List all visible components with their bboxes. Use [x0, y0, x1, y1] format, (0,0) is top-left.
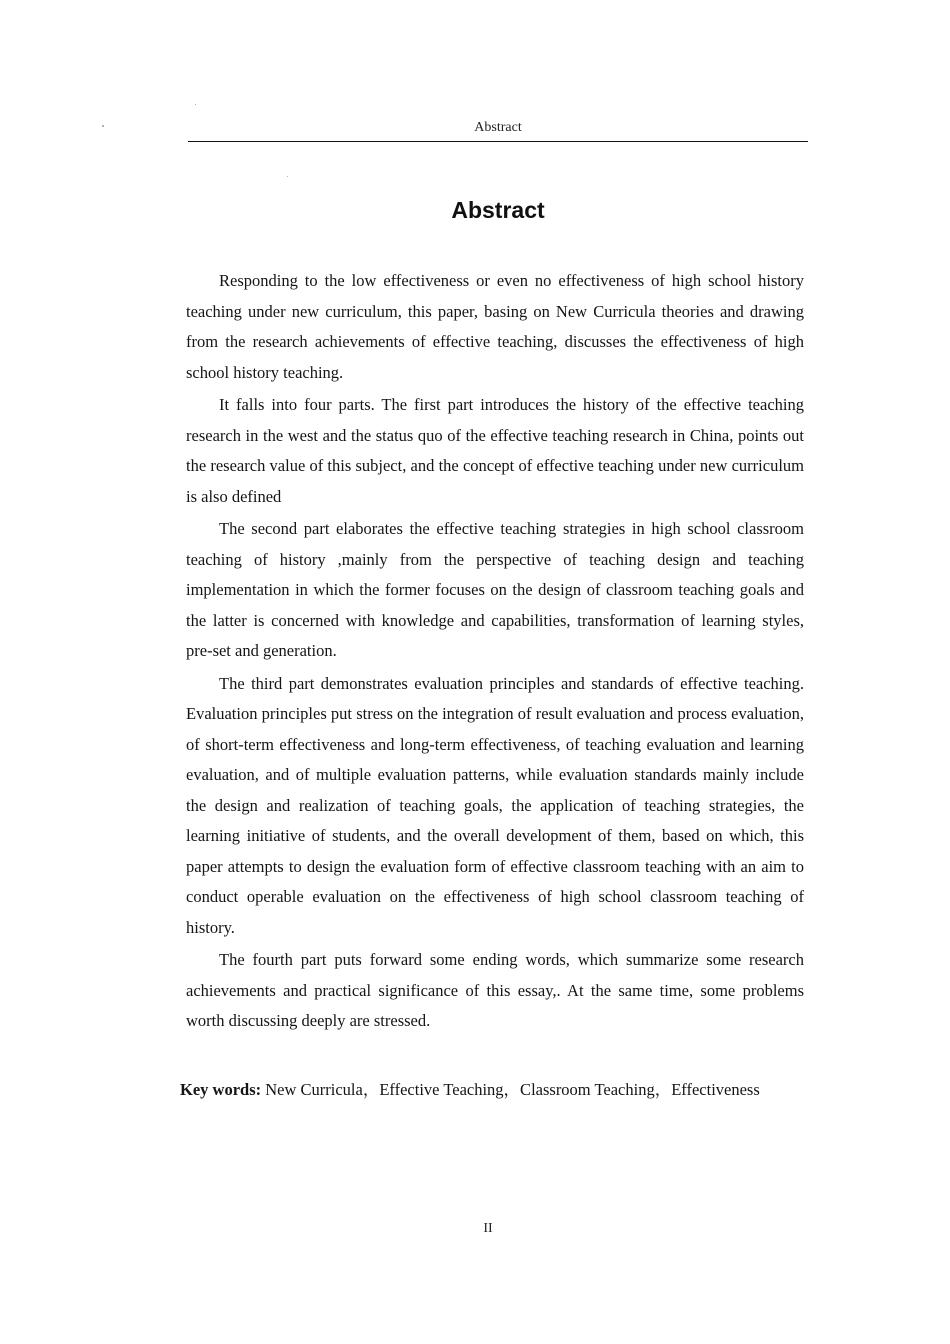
page-number: II	[483, 1221, 493, 1236]
running-header: Abstract	[474, 120, 522, 135]
scan-speck	[102, 125, 104, 127]
scan-speck	[287, 176, 288, 177]
keywords-text: New Curricula，Effective Teaching，Classroom Teaching，Effectiveness	[265, 1080, 760, 1099]
scan-speck	[195, 104, 196, 105]
abstract-paragraph: Responding to the low effectiveness or even no effectiveness of high school history teaching under new curriculum, this paper, basing on New Curricula theories and drawing from the research achievements of effective teaching, discusses the effectiveness of high school history teaching.	[186, 271, 804, 382]
abstract-paragraph: The fourth part puts forward some ending words, which summarize some research achievements and practical significance of this essay,. At the same time, some problems worth discussing deeply are stressed.	[186, 950, 804, 1030]
keywords-line	[180, 1076, 820, 1100]
abstract-paragraph: The third part demonstrates evaluation principles and standards of effective teaching. Evaluation principles put stress on the integration of result evaluation and process evaluation, of short-term effectiveness and long-term effectiveness, of teaching evaluation and learning evaluation, and of multiple evaluation patterns, while evaluation standards mainly include the design and realization of teaching goals, the application of teaching strategies, the learning initiative of students, and the overall development of them, based on which, this paper attempts to design the evaluation form of effective classroom teaching with an aim to conduct operable evaluation on the effectiveness of high school classroom teaching of history.	[186, 673, 804, 937]
keywords-label: Key words:	[180, 1080, 262, 1099]
abstract-paragraph: It falls into four parts. The first part introduces the history of the effective teaching research in the west and the status quo of the effective teaching research in China, points out the research value of this subject, and the concept of effective teaching under new curriculum is also defined	[186, 395, 804, 506]
abstract-body	[186, 266, 804, 1037]
abstract-paragraph: The second part elaborates the effective teaching strategies in high school classroom teaching of history ,mainly from the perspective of teaching design and teaching implementation in which the former focuses on the design of classroom teaching goals and the latter is concerned with knowledge and capabilities, transformation of learning styles, pre-set and generation.	[186, 519, 804, 660]
page-title: Abstract	[451, 197, 545, 223]
header-rule	[188, 141, 808, 142]
